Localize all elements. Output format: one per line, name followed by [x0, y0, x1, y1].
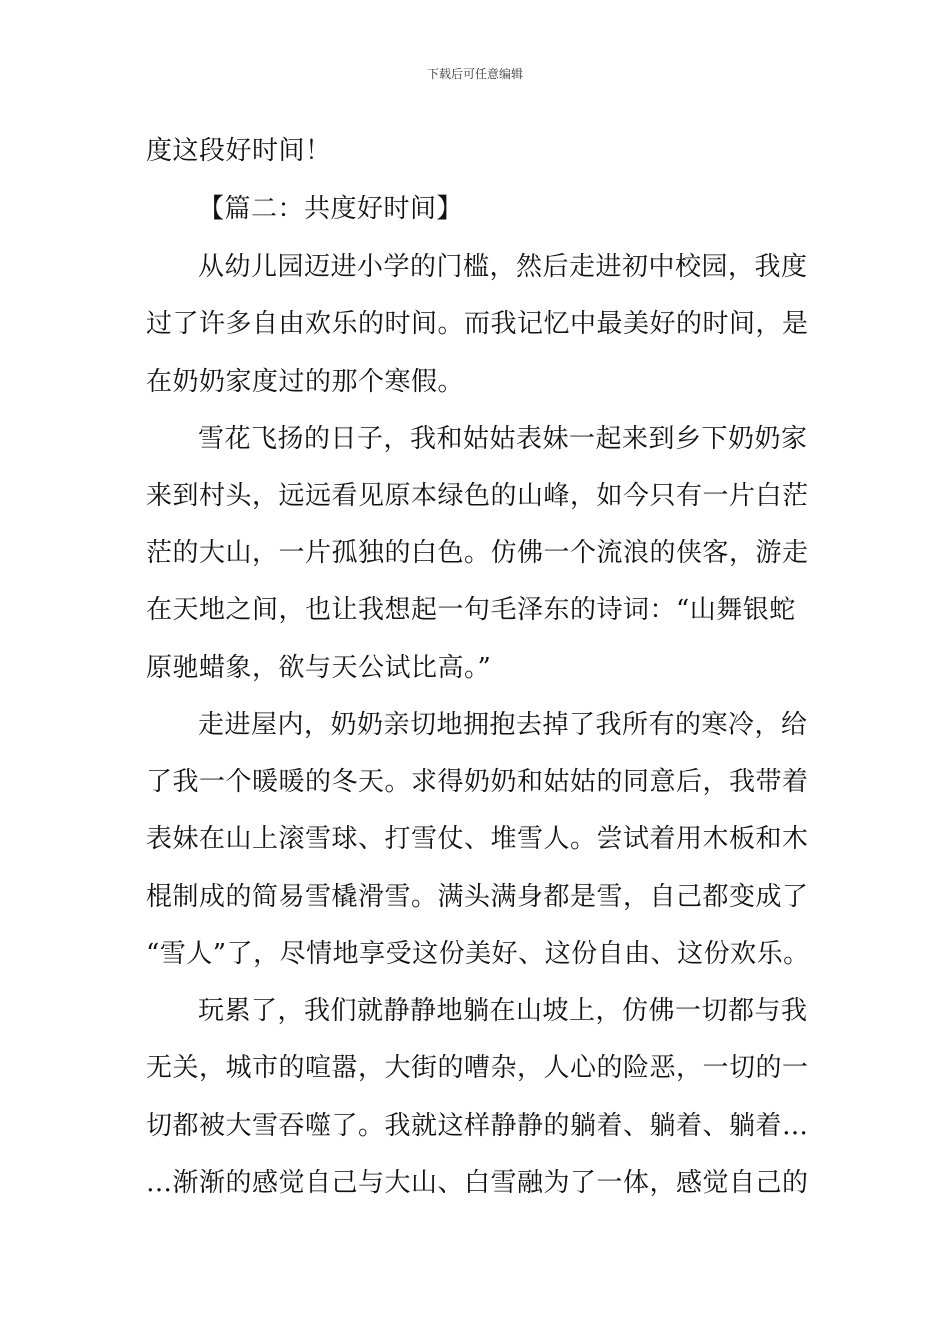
- text-line: 在天地之间，也让我想起一句毛泽东的诗词：“山舞银蛇: [146, 595, 796, 625]
- text-line: 无关，城市的喧嚣，大街的嘈杂，人心的险恶，一切的一: [146, 1053, 809, 1083]
- text-line: 雪花飞扬的日子，我和姑姑表妹一起来到乡下奶奶家: [198, 424, 808, 454]
- text-line: “雪人”了，尽情地享受这份美好、这份自由、这份欢乐。: [146, 939, 810, 969]
- text-line: 切都被大雪吞噬了。我就这样静静的躺着、躺着、躺着…: [146, 1111, 809, 1141]
- text-line: …渐渐的感觉自己与大山、白雪融为了一体，感觉自己的: [146, 1168, 809, 1198]
- text-line: 原驰蜡象，欲与天公试比高。”: [146, 653, 492, 683]
- text-line: 棍制成的简易雪橇滑雪。满头满身都是雪，自己都变成了: [146, 882, 809, 912]
- text-line: 过了许多自由欢乐的时间。而我记忆中最美好的时间，是: [146, 309, 809, 339]
- text-line: 玩累了，我们就静静地躺在山坡上，仿佛一切都与我: [198, 996, 808, 1026]
- section-heading: 【篇二：共度好时间】: [198, 194, 464, 224]
- text-line: 从幼儿园迈进小学的门槛，然后走进初中校园，我度: [198, 252, 808, 282]
- text-line: 度这段好时间！: [146, 136, 332, 166]
- page-header: 下载后可任意编辑: [426, 67, 523, 81]
- text-line: 表妹在山上滚雪球、打雪仗、堆雪人。尝试着用木板和木: [146, 824, 809, 854]
- text-line: 茫的大山，一片孤独的白色。仿佛一个流浪的侠客，游走: [146, 538, 809, 568]
- text-line: 了我一个暖暖的冬天。求得奶奶和姑姑的同意后，我带着: [146, 767, 809, 797]
- text-line: 走进屋内，奶奶亲切地拥抱去掉了我所有的寒冷，给: [198, 710, 808, 740]
- text-line: 来到村头，远远看见原本绿色的山峰，如今只有一片白茫: [146, 481, 809, 511]
- text-line: 在奶奶家度过的那个寒假。: [146, 367, 465, 397]
